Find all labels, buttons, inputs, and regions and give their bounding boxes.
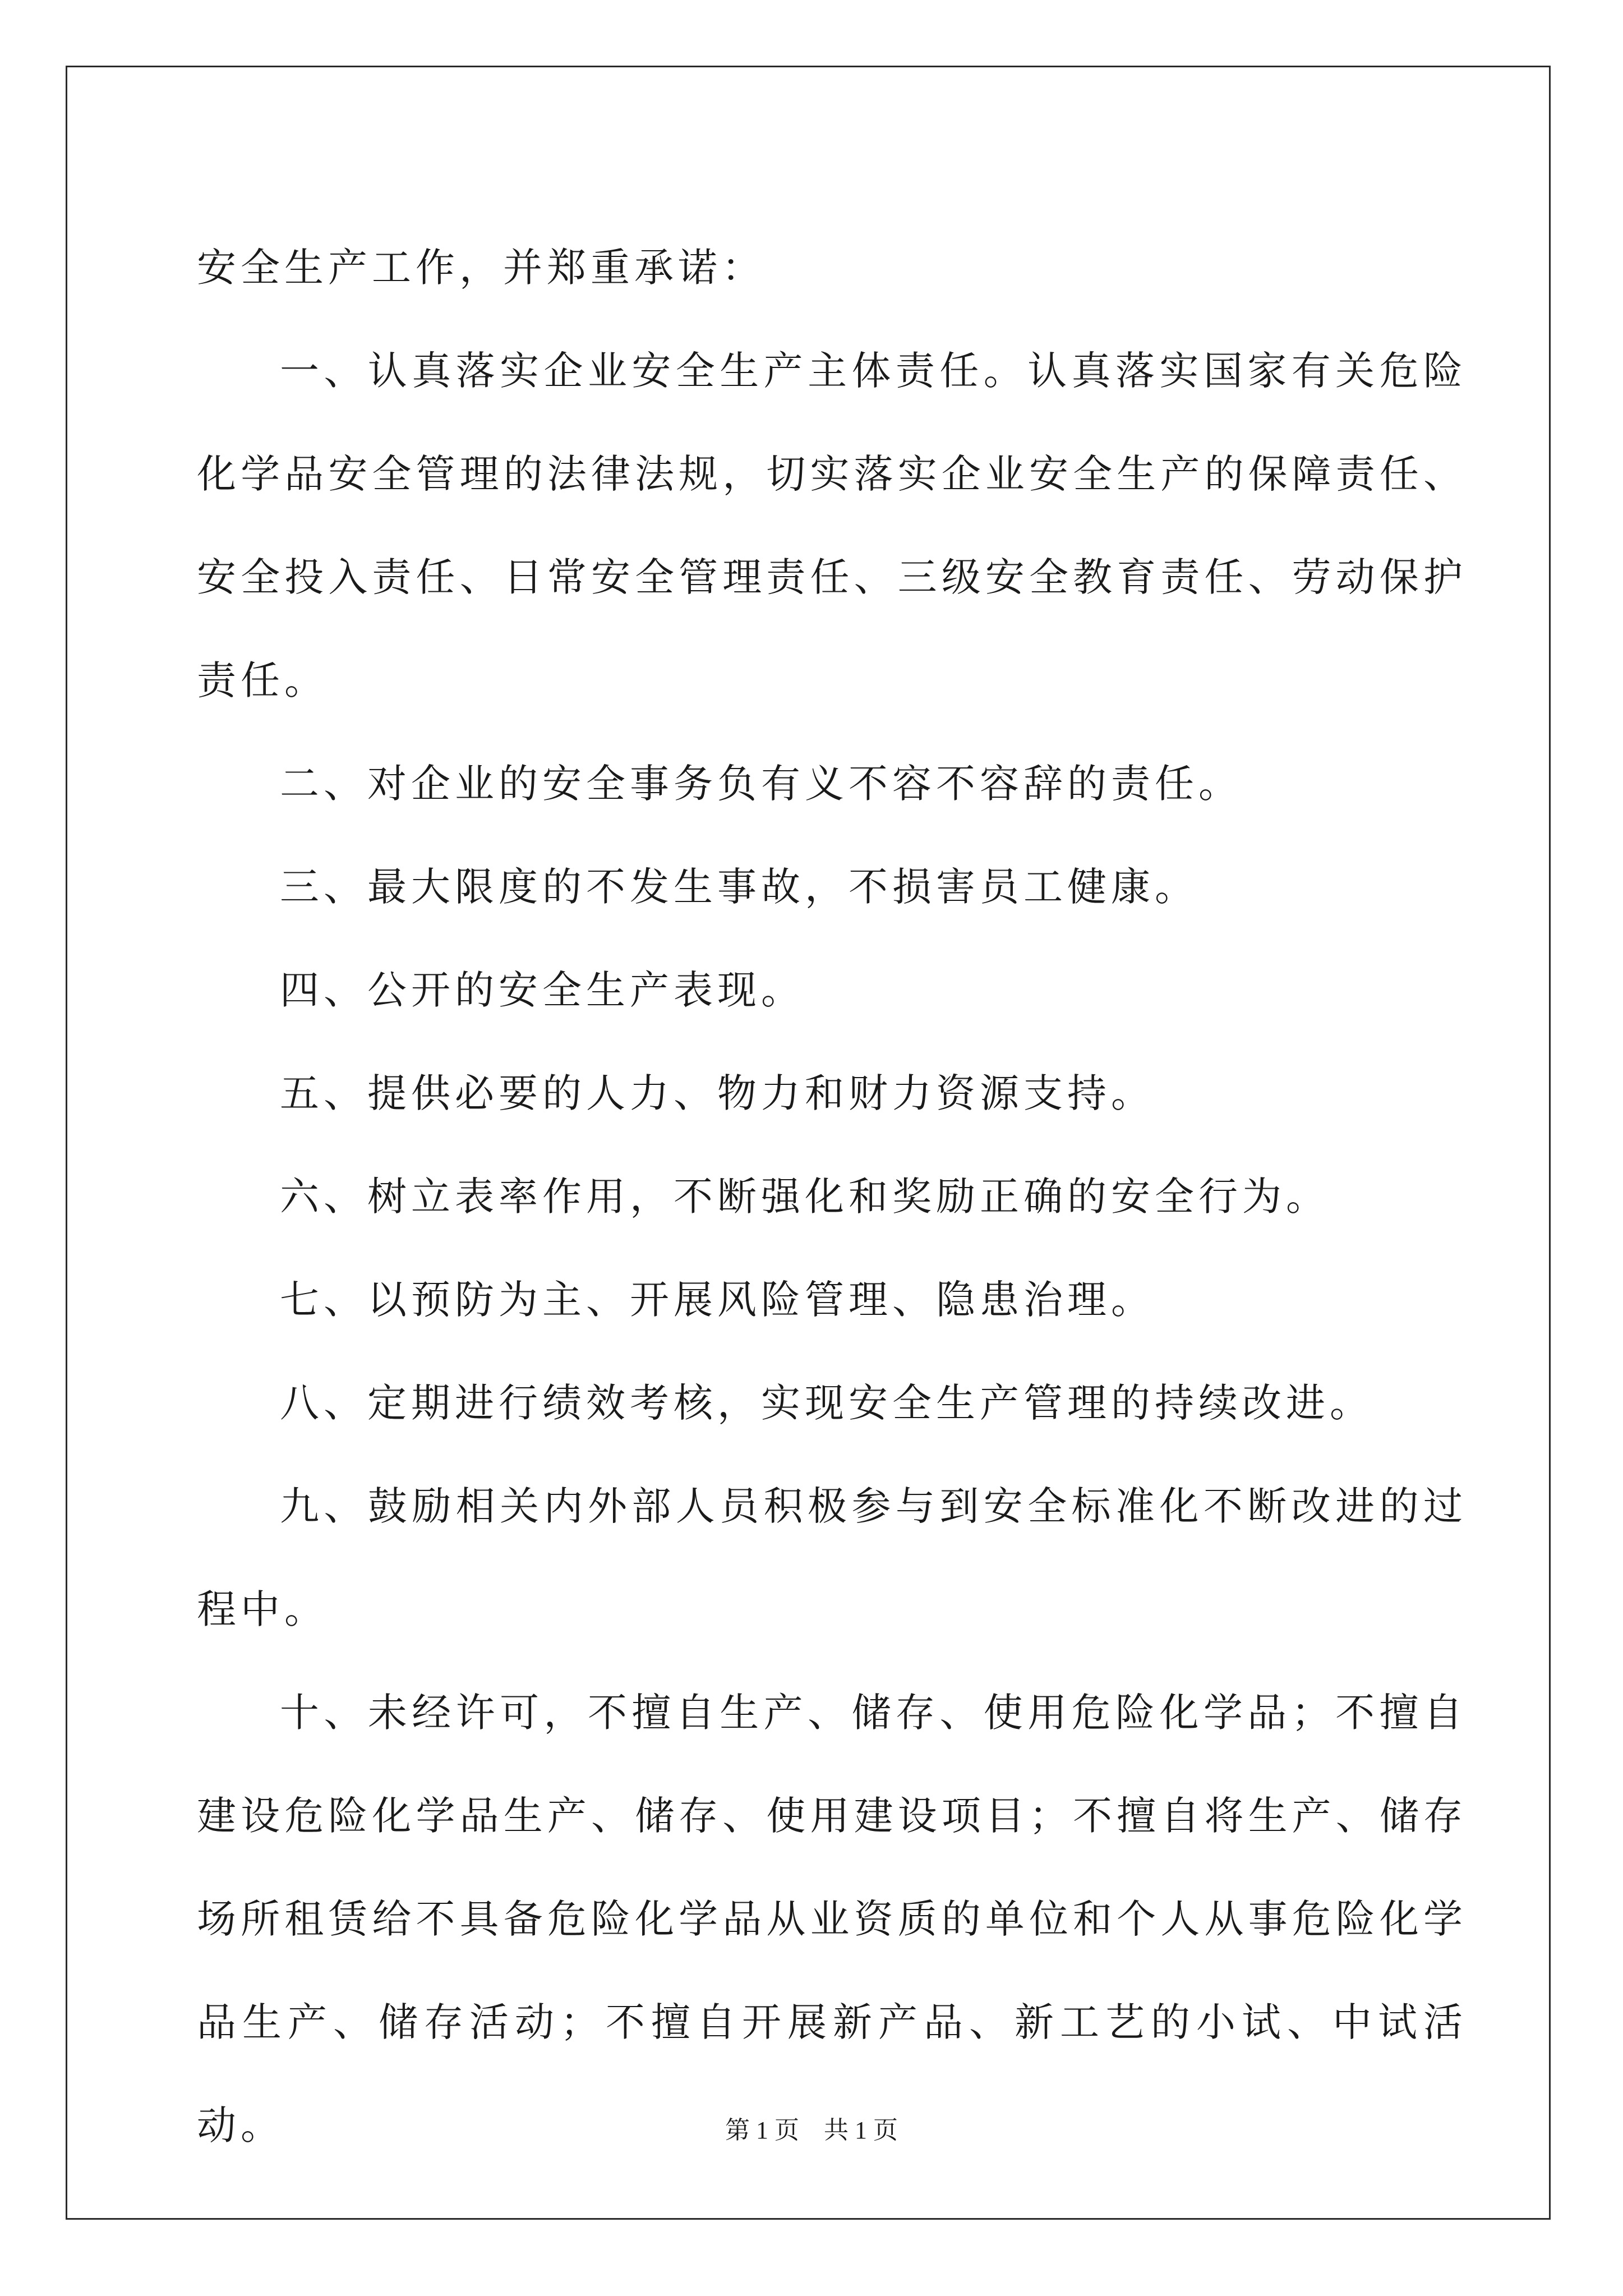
paragraph-item-8: 八、定期进行绩效考核，实现安全生产管理的持续改进。 <box>280 1380 1373 1426</box>
paragraph-item-10: 十、未经许可，不擅自生产、储存、使用危险化学品；不擅自建设危险化学品生产、储存、使用建设项目；不擅自将生产、储存场所租赁给不具备危险化学品从业资质的单位和个人从事危险化学品生产、储存活动；不擅自开展新产品、新工艺的小试、中试活动。 <box>197 1690 1467 2148</box>
paragraph-intro: 安全生产工作，并郑重承诺： <box>197 245 766 291</box>
paragraph-item-6: 六、树立表率作用，不断强化和奖励正确的安全行为。 <box>280 1174 1330 1220</box>
paragraph-item-4: 四、公开的安全生产表现。 <box>280 967 805 1013</box>
paragraph-item-2: 二、对企业的安全事务负有义不容不容辞的责任。 <box>280 761 1242 807</box>
paragraph-item-3: 三、最大限度的不发生事故，不损害员工健康。 <box>280 864 1198 910</box>
page-number-footer: 第 1 页 共 1 页 <box>725 2116 898 2144</box>
paragraph-item-7: 七、以预防为主、开展风险管理、隐患治理。 <box>280 1277 1155 1323</box>
paragraph-item-1: 一、认真落实企业安全生产主体责任。认真落实国家有关危险化学品安全管理的法律法规，切实落实企业安全生产的保障责任、安全投入责任、日常安全管理责任、三级安全教育责任、劳动保护责任。 <box>197 348 1467 703</box>
paragraph-item-5: 五、提供必要的人力、物力和财力资源支持。 <box>280 1070 1155 1116</box>
paragraph-item-9: 九、鼓励相关内外部人员积极参与到安全标准化不断改进的过程中。 <box>197 1483 1467 1632</box>
document-body <box>197 216 1467 2177</box>
